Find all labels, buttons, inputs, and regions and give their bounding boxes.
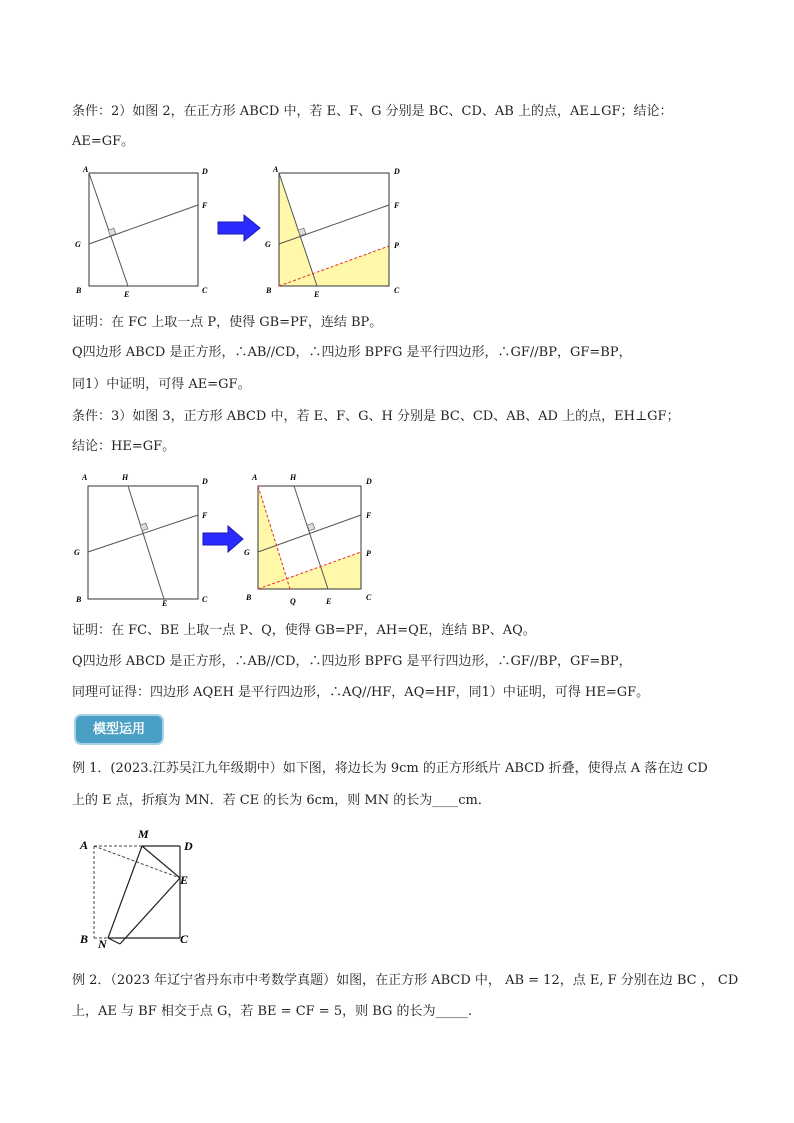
label-A: A [80, 838, 89, 852]
label-E: E [180, 873, 189, 887]
right-arrow-icon [203, 526, 243, 552]
figure-2-right-square [265, 165, 400, 299]
proof3-line2: Q四边形 ABCD 是正方形，∴AB//CD，∴四边形 BPFG 是平行四边形，∴GF//BP，GF=BP， [72, 654, 632, 669]
label-B: B [80, 932, 89, 946]
label-A: A [252, 473, 258, 482]
label-F: F [202, 511, 208, 520]
cond3-line2: 结论：HE=GF。 [72, 439, 176, 454]
example2-line2: 上，AE 与 BF 相交于点 G，若 BE = CF = 5，则 BG 的长为_____. [72, 1004, 473, 1019]
label-D: D [184, 839, 193, 853]
proof2-line1: 证明：在 FC 上取一点 P，使得 GB=PF，连结 BP。 [72, 315, 383, 330]
label-A: A [83, 165, 89, 174]
figure-3 [72, 468, 392, 608]
label-E: E [162, 599, 168, 608]
label-H: H [290, 473, 297, 482]
label-P: P [394, 241, 399, 250]
label-C: C [202, 286, 208, 295]
example1-line2: 上的 E 点，折痕为 MN．若 CE 的长为 6cm，则 MN 的长为____cm． [72, 793, 491, 808]
label-F: F [202, 201, 208, 210]
label-C: C [202, 595, 208, 604]
label-B: B [246, 593, 252, 602]
label-M: M [138, 827, 149, 841]
label-D: D [366, 477, 372, 486]
label-B: B [76, 595, 82, 604]
label-F: F [366, 511, 372, 520]
label-E: E [314, 290, 320, 299]
label-E: E [326, 597, 332, 606]
figure-2 [72, 160, 412, 304]
section-tag: 模型运用 [76, 716, 162, 743]
label-A: A [273, 165, 279, 174]
cond2-line2: AE=GF。 [72, 134, 135, 149]
label-B: B [266, 286, 272, 295]
cond2-line1: 条件：2）如图 2，在正方形 ABCD 中，若 E、F、G 分别是 BC、CD、AB 上的点，AE⊥GF；结论： [72, 104, 673, 119]
proof2-line2: Q四边形 ABCD 是正方形，∴AB//CD，∴四边形 BPFG 是平行四边形，∴GF//BP，GF=BP， [72, 345, 632, 360]
label-G: G [265, 240, 271, 249]
cond3-line1: 条件：3）如图 3，正方形 ABCD 中，若 E、F、G、H 分别是 BC、CD、AB、AD 上的点，EH⊥GF； [72, 409, 680, 424]
label-A: A [82, 473, 88, 482]
figure-2-left-square [75, 165, 208, 299]
label-N: N [98, 937, 107, 951]
label-G: G [244, 548, 250, 557]
label-Q: Q [290, 597, 296, 606]
label-D: D [202, 477, 208, 486]
label-G: G [75, 240, 81, 249]
label-G: G [74, 548, 80, 557]
label-C: C [366, 593, 372, 602]
example2-line1: 例 2．（2023 年辽宁省丹东市中考数学真题）如图，在正方形 ABCD 中， AB = 12，点 E, F 分别在边 BC ， CD [72, 973, 739, 988]
right-arrow-icon [218, 215, 260, 241]
label-D: D [394, 167, 400, 176]
proof2-line3: 同1）中证明，可得 AE=GF。 [72, 377, 251, 392]
label-C: C [180, 932, 189, 946]
label-E: E [124, 290, 130, 299]
proof3-line3: 同理可证得：四边形 AQEH 是平行四边形，∴AQ//HF，AQ=HF，同1）中证明，可得 HE=GF。 [72, 685, 650, 700]
example1-figure [72, 822, 212, 954]
example1-line1: 例 1．(2023.江苏吴江九年级期中）如下图，将边长为 9cm 的正方形纸片 ABCD 折叠，使得点 A 落在边 CD [72, 761, 708, 776]
label-C: C [394, 286, 400, 295]
label-H: H [122, 473, 129, 482]
label-P: P [366, 549, 371, 558]
proof3-line1: 证明：在 FC、BE 上取一点 P、Q，使得 GB=PF，AH=QE，连结 BP、AQ。 [72, 623, 536, 638]
label-D: D [202, 167, 208, 176]
figure-3-left-square [74, 473, 208, 608]
label-F: F [394, 201, 400, 210]
label-B: B [76, 286, 82, 295]
figure-3-right-square [244, 473, 372, 606]
